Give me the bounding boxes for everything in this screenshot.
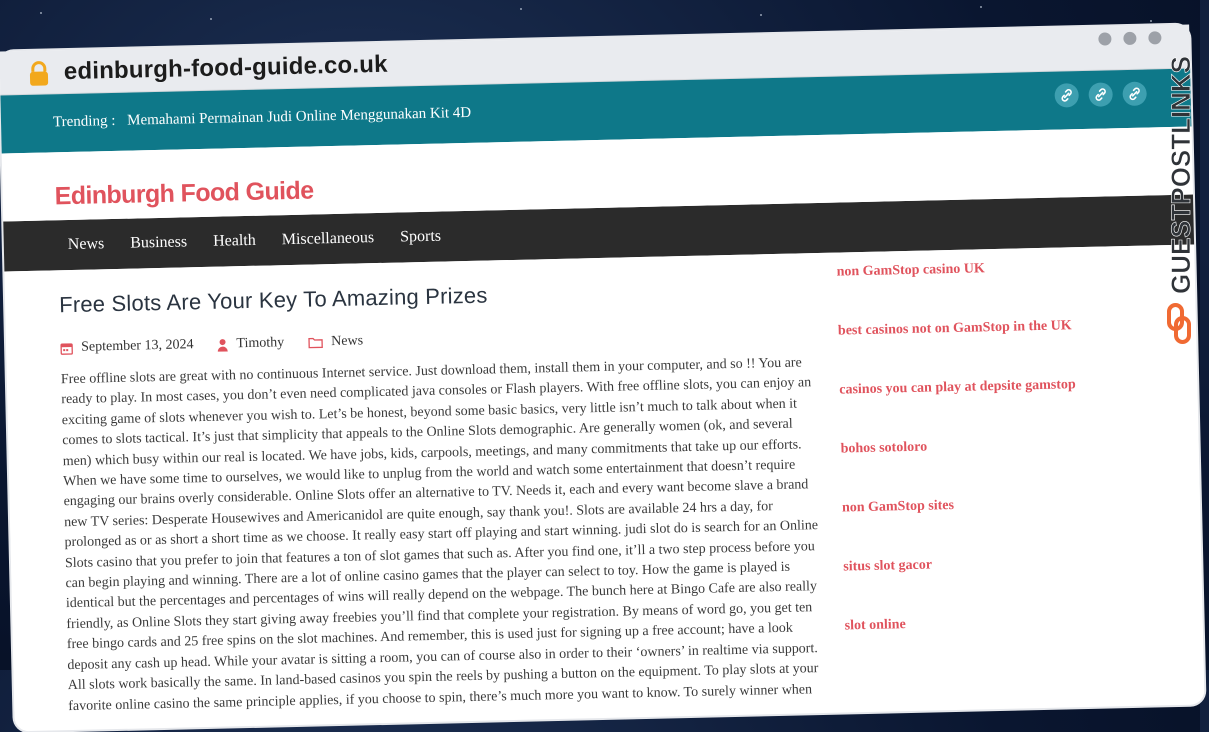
calendar-icon bbox=[60, 341, 73, 354]
nav-item-health[interactable]: Health bbox=[212, 231, 256, 250]
sidebar-link[interactable]: slot online bbox=[844, 617, 906, 634]
chain-logo-icon bbox=[1169, 305, 1189, 342]
sidebar-link[interactable]: best casinos not on GamStop in the UK bbox=[837, 318, 1072, 339]
sidebar-link[interactable]: casinos you can play at depsite gamstop bbox=[839, 377, 1076, 398]
nav-item-business[interactable]: Business bbox=[130, 233, 188, 252]
window-dot[interactable] bbox=[1148, 31, 1161, 44]
nav-item-miscellaneous[interactable]: Miscellaneous bbox=[281, 229, 375, 249]
watermark-text: GUESTPOSTLINKS bbox=[1166, 46, 1196, 294]
link-icon[interactable] bbox=[1122, 82, 1147, 107]
trending-label: Trending : bbox=[52, 112, 116, 131]
sidebar-link[interactable]: non GamStop casino UK bbox=[836, 261, 985, 280]
link-icon[interactable] bbox=[1054, 83, 1079, 108]
trending-headline-link[interactable]: Memahami Permainan Judi Online Menggunakan Kit 4D bbox=[126, 104, 472, 129]
post-title[interactable]: Free Slots Are Your Key To Amazing Prizes bbox=[58, 282, 488, 318]
trending-ticker bbox=[53, 105, 472, 131]
window-dot[interactable] bbox=[1123, 32, 1136, 45]
post-meta bbox=[60, 323, 820, 356]
nav-item-sports[interactable]: Sports bbox=[399, 227, 442, 246]
link-icon[interactable] bbox=[1088, 82, 1113, 107]
post-body: Free offline slots are great with no continuous Internet service. Just download them, install them in your computer, and so !! You are ready to play. In most cases, you don’t even need complicated java consoles or Flash players. With free offline slots, you can enjoy an exciting game of slots whenever you wish to. Let’s be honest, beyond some basic basics, very little isn’t much to talk about when it comes to slots tactical. It’s just that simplicity that appeals to the Online Slots demographic. Are generally women (ok, and several men) which busy within our real is located. We have jobs, kids, carpools, meetings, and many commitments that take up our efforts. When we have some time to ourselves, we would like to unplug from the world and watch some entertainment that doesn’t require engaging our brains overly considerable. Online Slots offer an alternative to TV. Needs it, each and every want become slave a brand new TV series: Desperate Housewives and Americanidol are quite enough, say thank you!. Slots are available 24 hrs a day, for prolonged as or as short a short time as we choose. It really easy start off playing and start winning. judi slot do is search for an Online Slots casino that you prefer to join that features a ton of slot games that such as. After you find one, it’ll a two step process before you can begin playing and winning. There are a lot of online casino games that the player can select to toy. How the game is played is identical but the percentages and percentages of wins will really depend on the webpage. The bunch here at Bingo Cafe are also really friendly, as Online Slots they start giving away freebies you’ll find that complete your registration. By means of word go, you get ten free bingo cards and 25 free spins on the slot machines. And remember, this is used just for signing up a free account; have a look deposit any cash up head. While your avatar is sitting a room, you can of course also in order to their ‘owners’ in realtime via support. All slots work basically the same. In land-based casinos you spin the reels by pushing a button on the equipment. To play slots at your favorite online casino the same principle applies, if you choose to spin, there’s much more you want to know. To surely winner when bbox=[60, 355, 819, 714]
window-controls bbox=[1098, 31, 1161, 45]
user-icon bbox=[217, 338, 228, 351]
sidebar-link[interactable]: situs slot gacor bbox=[843, 557, 933, 575]
url-text[interactable]: edinburgh-food-guide.co.uk bbox=[63, 50, 388, 86]
nav-item-news[interactable]: News bbox=[67, 235, 105, 254]
sidebar-link[interactable]: bohos sotoloro bbox=[840, 439, 928, 457]
folder-icon bbox=[308, 336, 323, 348]
guestpostlinks-watermark bbox=[1162, 46, 1196, 352]
social-links bbox=[1054, 82, 1147, 108]
window-dot[interactable] bbox=[1098, 32, 1111, 45]
sidebar-link[interactable]: non GamStop sites bbox=[841, 498, 955, 516]
sidebar bbox=[836, 259, 1105, 678]
post-category[interactable]: News bbox=[331, 333, 364, 350]
page-content bbox=[4, 244, 1204, 714]
post-date[interactable]: September 13, 2024 bbox=[80, 337, 194, 355]
site-title[interactable]: Edinburgh Food Guide bbox=[54, 176, 314, 211]
post-author[interactable]: Timothy bbox=[236, 335, 285, 352]
post-article bbox=[58, 275, 828, 714]
lock-icon bbox=[26, 60, 53, 87]
browser-window bbox=[0, 25, 1205, 732]
